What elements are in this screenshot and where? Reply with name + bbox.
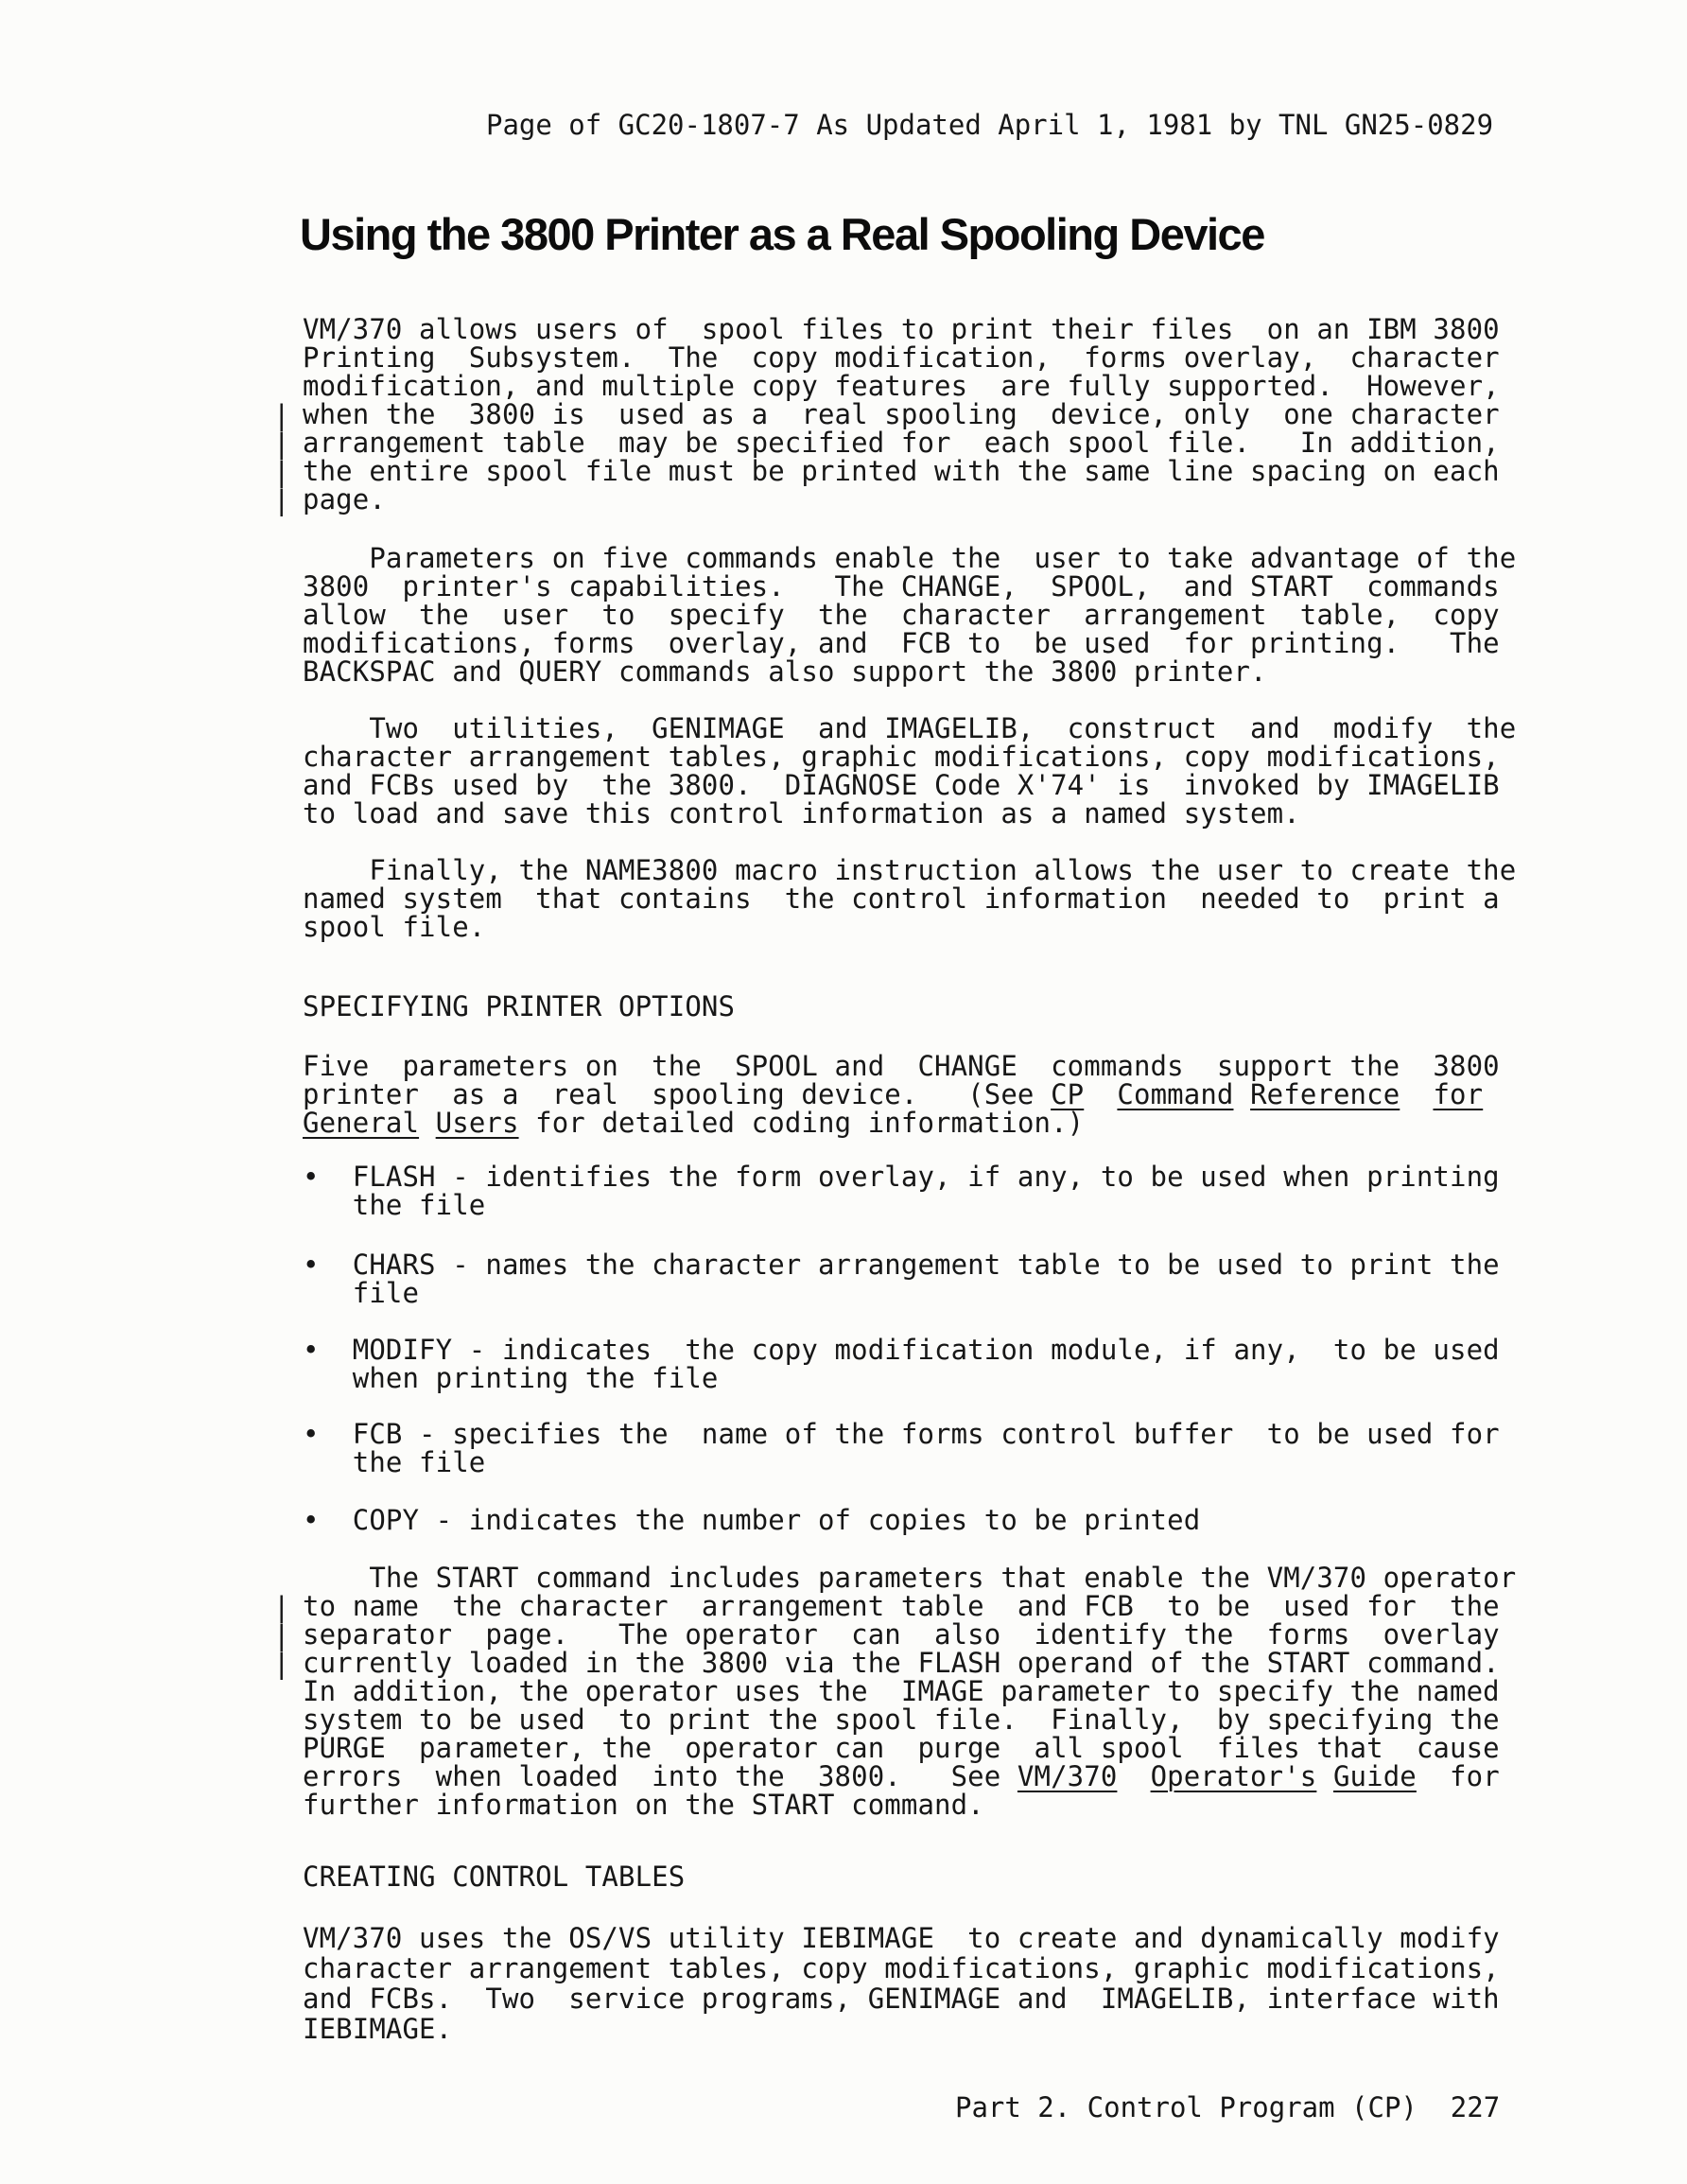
bullet-flash: [303, 1162, 1500, 1219]
text-line: • CHARS - names the character arrangement table to be used to print the: [303, 1249, 1500, 1281]
running-header: Page of GC20-1807-7 As Updated April 1, 1981 by TNL GN25-0829: [486, 109, 1494, 141]
text-line: VM/370 allows users of spool files to print their files on an IBM 3800: [303, 313, 1500, 345]
text-segment: [1233, 1078, 1250, 1110]
text-line: file: [303, 1277, 420, 1309]
change-bar: |: [273, 1648, 290, 1680]
text-segment: printer as a real spooling device. (See: [303, 1078, 1052, 1110]
text-line: modification, and multiple copy features are fully supported. However,: [303, 370, 1500, 402]
text-line: Two utilities, GENIMAGE and IMAGELIB, construct and modify the: [303, 712, 1517, 744]
text-line: further information on the START command.: [303, 1789, 984, 1821]
text-line: to load and save this control information as a named system.: [303, 797, 1300, 830]
paragraph-start-command: [273, 1562, 1517, 1821]
text-segment: [1400, 1078, 1433, 1110]
change-bar: |: [273, 1619, 290, 1651]
text-line: Finally, the NAME3800 macro instruction allows the user to create the: [303, 854, 1517, 886]
heading-specifying-printer-options: [303, 992, 735, 1021]
text-line: 3800 printer's capabilities. The CHANGE, SPOOL, and START commands: [303, 570, 1500, 603]
text-line: [303, 1080, 1500, 1109]
underlined-reference: General: [303, 1107, 420, 1139]
text-line: • FLASH - identifies the form overlay, if any, to be used when printing: [303, 1161, 1500, 1193]
text-line: | arrangement table may be specified for each spool file. In addition,: [273, 427, 1500, 460]
text-line: and FCBs used by the 3800. DIAGNOSE Code X'74' is invoked by IMAGELIB: [303, 769, 1500, 801]
page-title: Using the 3800 Printer as a Real Spooling Device: [300, 209, 1264, 259]
text-line: spool file.: [303, 911, 486, 943]
heading-creating-control-tables: [303, 1862, 685, 1891]
section-heading: CREATING CONTROL TABLES: [303, 1861, 686, 1893]
text-segment: errors when loaded into the 3800. See: [303, 1760, 1017, 1792]
underlined-reference: Operator's: [1150, 1760, 1317, 1792]
text-line: IEBIMAGE.: [303, 2013, 453, 2045]
text-line: [303, 1109, 1500, 1137]
text-line: | currently loaded in the 3800 via the FLASH operand of the START command.: [273, 1647, 1500, 1680]
section-heading: SPECIFYING PRINTER OPTIONS: [303, 990, 736, 1022]
paragraph-name3800: [303, 856, 1516, 941]
text-line: modifications, forms overlay, and FCB to be used for printing. The: [303, 627, 1500, 659]
text-line: Parameters on five commands enable the user to take advantage of the: [303, 542, 1517, 574]
paragraph-five-parameters: [303, 1052, 1500, 1137]
paragraph-five-commands: [303, 544, 1516, 686]
underlined-reference: for: [1433, 1078, 1484, 1110]
text-line: BACKSPAC and QUERY commands also support the 3800 printer.: [303, 655, 1267, 688]
text-line: VM/370 uses the OS/VS utility IEBIMAGE to create and dynamically modify: [303, 1922, 1500, 1954]
text-line: allow the user to specify the character arrangement table, copy: [303, 599, 1500, 631]
text-line: | the entire spool file must be printed with the same line spacing on each: [273, 455, 1500, 488]
change-bar: |: [273, 456, 290, 488]
text-line: character arrangement tables, copy modifications, graphic modifications,: [303, 1952, 1500, 1984]
change-bar: |: [273, 1591, 290, 1623]
underlined-reference: VM/370: [1017, 1760, 1118, 1792]
bullet-fcb: [303, 1420, 1500, 1476]
text-line: character arrangement tables, graphic modifications, copy modifications,: [303, 741, 1500, 773]
change-bar: |: [273, 484, 290, 516]
text-line: • COPY - indicates the number of copies to be printed: [303, 1504, 1201, 1536]
text-line: system to be used to print the spool file. Finally, by specifying the: [303, 1704, 1500, 1736]
text-segment: [1316, 1760, 1333, 1792]
text-segment: for detailed coding information.): [518, 1107, 1085, 1139]
text-line: the file: [303, 1189, 486, 1221]
text-line: Five parameters on the SPOOL and CHANGE commands support the 3800: [303, 1050, 1500, 1082]
paragraph-two-utilities: [303, 714, 1516, 828]
text-segment: [1084, 1078, 1117, 1110]
text-line: when printing the file: [303, 1362, 719, 1394]
text-line: The START command includes parameters that enable the VM/370 operator: [303, 1562, 1517, 1594]
text-line: | when the 3800 is used as a real spooling device, only one character: [273, 398, 1500, 431]
text-line: | page.: [273, 483, 386, 516]
text-segment: [419, 1107, 436, 1139]
text-line: • MODIFY - indicates the copy modification module, if any, to be used: [303, 1334, 1500, 1366]
page-footer: Part 2. Control Program (CP) 227: [955, 2091, 1501, 2123]
text-line: the file: [303, 1446, 486, 1478]
text-line: PURGE parameter, the operator can purge all spool files that cause: [303, 1732, 1500, 1764]
underlined-reference: Guide: [1332, 1760, 1417, 1792]
change-bar: |: [273, 428, 290, 460]
text-segment: for: [1416, 1760, 1500, 1792]
text-line: In addition, the operator uses the IMAGE parameter to specify the named: [303, 1675, 1500, 1707]
text-line: • FCB - specifies the name of the forms control buffer to be used for: [303, 1418, 1500, 1450]
underlined-reference: Reference: [1250, 1078, 1400, 1110]
text-line: Printing Subsystem. The copy modification, forms overlay, character: [303, 341, 1500, 374]
text-segment: [1117, 1760, 1150, 1792]
underlined-reference: CP: [1051, 1078, 1085, 1110]
bullet-modify: [303, 1336, 1500, 1392]
underlined-reference: Users: [435, 1107, 519, 1139]
text-line: named system that contains the control information needed to print a: [303, 882, 1500, 915]
paragraph-iebimage: [303, 1923, 1500, 2044]
paragraph-intro: [273, 313, 1500, 516]
text-line: | separator page. The operator can also identify the forms overlay: [273, 1618, 1500, 1651]
underlined-reference: Command: [1117, 1078, 1234, 1110]
text-line: [303, 1762, 1516, 1791]
text-line: | to name the character arrangement table and FCB to be used for the: [273, 1590, 1500, 1623]
text-line: and FCBs. Two service programs, GENIMAGE and IMAGELIB, interface with: [303, 1983, 1500, 2015]
change-bar: |: [273, 399, 290, 431]
bullet-copy: [303, 1506, 1200, 1534]
bullet-chars: [303, 1250, 1500, 1307]
